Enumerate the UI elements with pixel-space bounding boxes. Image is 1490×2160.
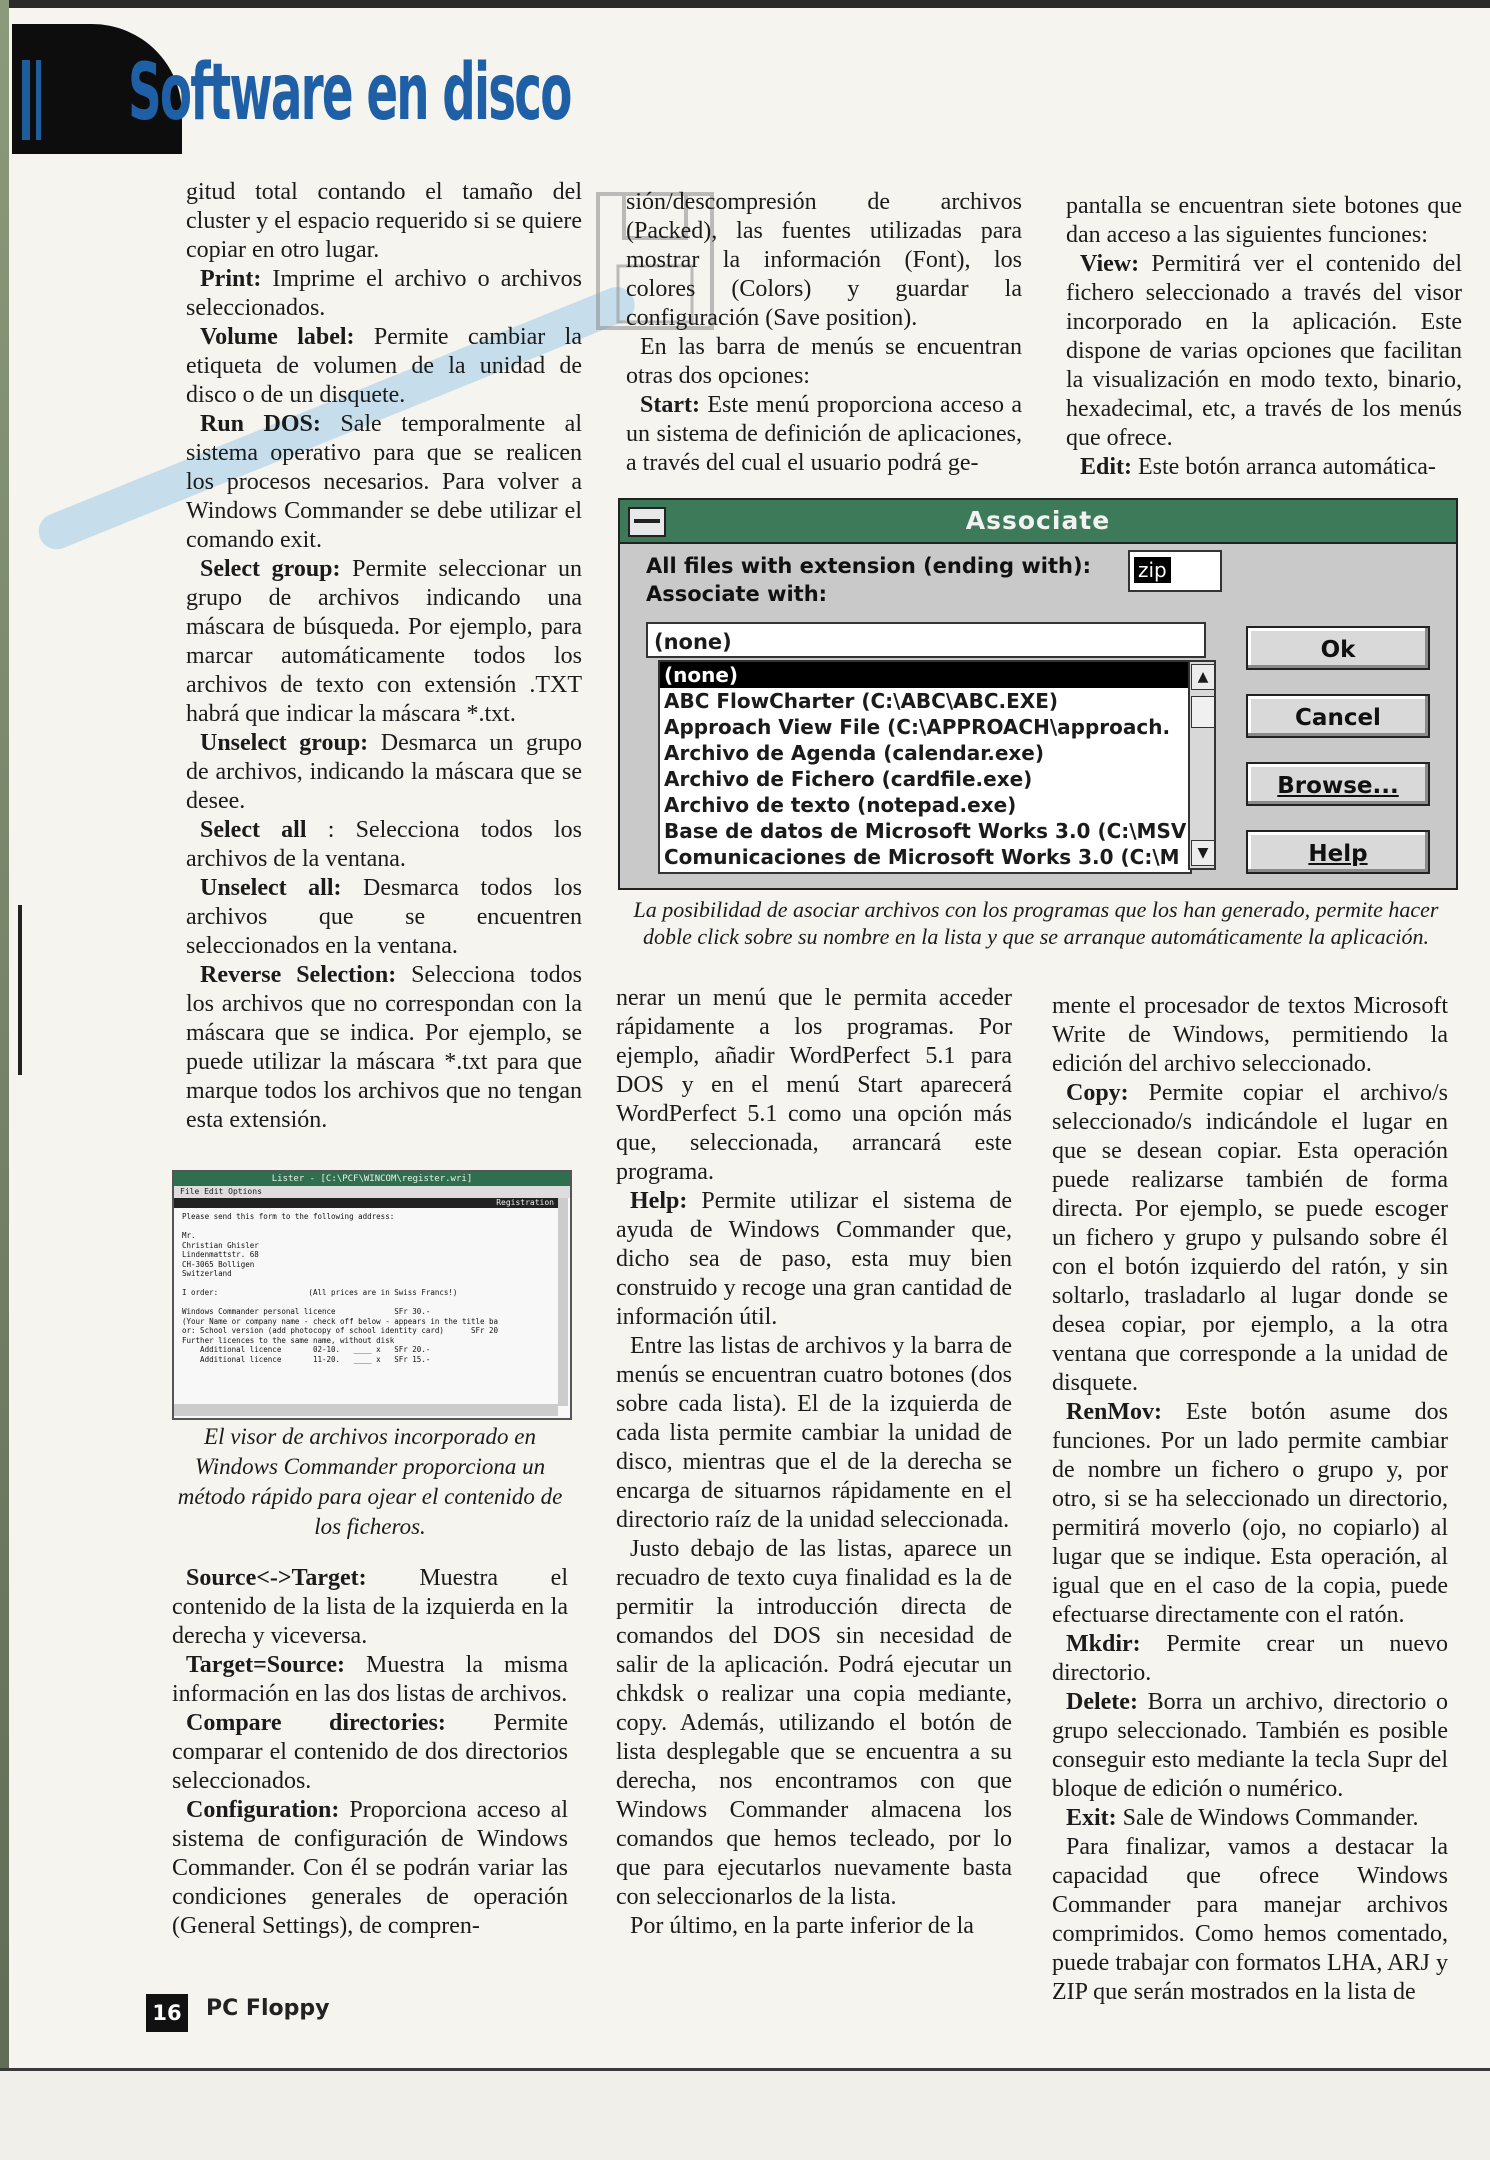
section-tab-stripe	[36, 60, 41, 140]
paragraph	[186, 265, 582, 323]
paragraph	[172, 1709, 568, 1796]
term: Mkdir:	[1066, 1631, 1141, 1657]
associate-combo[interactable]: (none)	[646, 622, 1206, 658]
program-listbox[interactable]	[658, 660, 1192, 874]
column-3-top	[1066, 192, 1462, 482]
lister-hscrollbar	[174, 1404, 558, 1416]
help-button[interactable]: Help	[1246, 830, 1430, 874]
lister-heading-bar: Registration	[174, 1198, 560, 1208]
paragraph	[1066, 453, 1462, 482]
lister-content: Please send this form to the following address: Mr. Christian Ghisler Lindenmattstr. 68 CH-3065 Bolligen Switzerland I order: (All prices are in Swiss Francs!) Windows Commander personal licence SFr 30.- (Your Name or company name - check off below - appears in the title ba or: School version (add photocopy of school identity card) SFr 20 Further licences to the same name, without disk Additional licence 02-10. ____ x SFr 20.- Additional licence 11-20. ____ x SFr 15.-	[182, 1212, 499, 1364]
term: Target=Source:	[186, 1652, 345, 1678]
dialog-title: Associate	[965, 506, 1111, 535]
list-item[interactable]: Approach View File (C:\APPROACH\approach.	[664, 715, 1171, 739]
paragraph-text: Sale de Windows Commander.	[1116, 1805, 1419, 1831]
scroll-up-icon[interactable]: ▲	[1191, 664, 1215, 690]
column-2-bottom	[616, 984, 1012, 1941]
extension-value: zip	[1134, 557, 1171, 583]
list-item[interactable]: ABC FlowCharter (C:\ABC\ABC.EXE)	[664, 689, 1059, 713]
term: Copy:	[1066, 1080, 1129, 1106]
dialog-caption: La posibilidad de asociar archivos con los programas que los han generado, permite hacer doble click sobre su nombre en la lista y que se arranque automáticamente la aplicación.	[633, 897, 1439, 949]
paragraph	[1066, 250, 1462, 453]
term: Print:	[200, 266, 262, 292]
scroll-down-icon[interactable]: ▼	[1191, 840, 1215, 866]
paragraph-text: Permite crear un nuevo directorio.	[1052, 1631, 1448, 1686]
scroll-thumb[interactable]	[1191, 696, 1215, 728]
paragraph-text: Este botón asume dos funciones. Por un lado permite cambiar de nombre un fichero o grupo y, por otro, si se ha seleccionado un directorio, permitirá moverlo (ojo, no copiarlo) al lugar que se indique. Esta operación, al igual que en el caso de la copia, puede efectuarse directamente con el ratón.	[1052, 1399, 1448, 1628]
paragraph-text: Justo debajo de las listas, aparece un recuadro de texto cuya finalidad es la de permitir la introducción directa de comandos del DOS sin necesidad de salir de la aplicación. Podrá ejecutar un chkdsk o realizar una copia mediante, copy. Además, utilizando el botón de lista desplegable que se encuentra a su derecha, nos encontramos con que Windows Commander almacena los comandos que hemos tecleado, por lo que para ejecutarlos nuevamente basta con seleccionarlos de la lista.	[616, 1536, 1012, 1910]
lister-title: Lister - [C:\PCF\WINCOM\register.wri]	[174, 1172, 570, 1186]
extension-label: All files with extension (ending with):	[646, 554, 1091, 578]
cancel-button[interactable]: Cancel	[1246, 694, 1430, 738]
paragraph	[186, 178, 582, 265]
lister-caption: El visor de archivos incorporado en Windows Commander proporciona un método rápido para ojear el contenido de los ficheros.	[177, 1424, 563, 1539]
term: Start:	[640, 392, 700, 418]
margin-mark	[18, 905, 22, 1075]
column-3-bottom	[1052, 992, 1448, 2007]
section-tab-stripe	[22, 60, 30, 140]
paragraph	[1052, 1398, 1448, 1630]
paragraph	[1066, 192, 1462, 250]
lister-screenshot	[172, 1170, 572, 1420]
paragraph	[1052, 1630, 1448, 1688]
paragraph	[172, 1651, 568, 1709]
system-menu-button[interactable]	[628, 507, 666, 537]
paragraph	[626, 188, 1022, 333]
term: Select group:	[200, 556, 341, 582]
paragraph-text: Este menú proporciona acceso a un sistema de definición de aplicaciones, a través del cual el usuario podrá ge-	[626, 392, 1022, 476]
paragraph-text: Muestra la misma información en las dos listas de archivos.	[172, 1652, 568, 1707]
magazine-name: PC Floppy	[206, 1996, 330, 2021]
list-item[interactable]: (none)	[660, 662, 1190, 688]
list-scrollbar[interactable]	[1188, 660, 1216, 870]
term: Select all	[200, 817, 307, 843]
paragraph	[186, 410, 582, 555]
paragraph	[1052, 1804, 1448, 1833]
associate-with-label: Associate with:	[646, 582, 828, 606]
paragraph	[616, 1187, 1012, 1332]
paragraph-text: Muestra el contenido de la lista de la izquierda en la derecha y viceversa.	[172, 1565, 568, 1649]
term: Delete:	[1066, 1689, 1138, 1715]
lister-menu: File Edit Options	[174, 1186, 570, 1198]
paragraph-text: Sale temporalmente al sistema operativo para que se realicen los procesos necesarios. Para volver a Windows Commander se debe utilizar el comando exit.	[186, 411, 582, 553]
column-2-top	[626, 188, 1022, 478]
paragraph	[626, 333, 1022, 391]
list-item[interactable]: Base de datos de Microsoft Works 3.0 (C:\MSV	[664, 819, 1187, 843]
associate-dialog	[618, 498, 1458, 890]
paragraph	[172, 1796, 568, 1941]
scan-bottom-edge	[0, 2068, 1490, 2160]
paragraph	[616, 1332, 1012, 1535]
paragraph-text: Permite comparar el contenido de dos directorios seleccionados.	[172, 1710, 568, 1794]
paragraph	[186, 729, 582, 816]
paragraph-text: sión/descompresión de archivos (Packed), las fuentes utilizadas para mostrar la información (Font), los colores (Colors) y guardar la configuración (Save position).	[626, 189, 1022, 331]
page-number: 16	[146, 1994, 188, 2032]
list-item[interactable]: Comunicaciones de Microsoft Works 3.0 (C:\M	[664, 845, 1180, 869]
paragraph	[172, 1564, 568, 1651]
paragraph-text: nerar un menú que le permita acceder rápidamente a los programas. Por ejemplo, añadir WordPerfect 5.1 para DOS y en el menú Start aparecerá WordPerfect 5.1 como una opción más que, seleccionada, arrancará este programa.	[616, 985, 1012, 1185]
paragraph	[616, 984, 1012, 1187]
paragraph	[616, 1535, 1012, 1912]
column-1-bottom	[172, 1564, 568, 1941]
term: Reverse Selection:	[200, 962, 397, 988]
extension-input[interactable]	[1128, 550, 1222, 592]
paragraph-text: mente el procesador de textos Microsoft Write de Windows, permitiendo la edición del archivo seleccionado.	[1052, 993, 1448, 1077]
term: Help:	[630, 1188, 688, 1214]
paragraph-text: En las barra de menús se encuentran otras dos opciones:	[626, 334, 1022, 389]
lister-scrollbar	[558, 1198, 568, 1406]
paragraph-text: Proporciona acceso al sistema de configuración de Windows Commander. Con él se podrán variar las condiciones generales de operación (General Settings), de compren-	[172, 1797, 568, 1939]
term: Compare directories:	[186, 1710, 446, 1736]
paragraph-text: Este botón arranca automática-	[1132, 454, 1436, 480]
dialog-titlebar	[620, 500, 1456, 544]
paragraph	[186, 555, 582, 729]
paragraph-text: gitud total contando el tamaño del cluster y el espacio requerido si se quiere copiar en otro lugar.	[186, 179, 582, 263]
term: Configuration:	[186, 1797, 340, 1823]
paragraph-text: : Selecciona todos los archivos de la ventana.	[186, 817, 582, 872]
paragraph	[186, 874, 582, 961]
term: Unselect all:	[200, 875, 342, 901]
paragraph-text: Permite utilizar el sistema de ayuda de Windows Commander que, dicho sea de paso, esta muy bien construido y recoge una gran cantidad de información útil.	[616, 1188, 1012, 1330]
ok-button[interactable]: Ok	[1246, 626, 1430, 670]
term: Edit:	[1080, 454, 1133, 480]
paragraph	[626, 391, 1022, 478]
term: Volume label:	[200, 324, 355, 350]
paragraph-text: Desmarca todos los archivos que se encuentren seleccionados en la ventana.	[186, 875, 582, 959]
term: Source<->Target:	[186, 1565, 367, 1591]
paragraph	[186, 323, 582, 410]
list-item[interactable]: Archivo de Fichero (cardfile.exe)	[664, 767, 1033, 791]
list-item[interactable]: Archivo de Agenda (calendar.exe)	[664, 741, 1044, 765]
paragraph-text: Entre las listas de archivos y la barra de menús se encuentran cuatro botones (dos sobre cada lista). El de la izquierda de cada lista permite cambiar la unidad de disco, mientras que el de la derecha se encarga de situarnos rápidamente en el directorio raíz de la unidad seleccionada.	[616, 1333, 1012, 1533]
term: RenMov:	[1066, 1399, 1162, 1425]
paragraph-text: Para finalizar, vamos a destacar la capacidad que ofrece Windows Commander para manejar archivos comprimidos. Como hemos comentado, puede trabajar con formatos LHA, ARJ y ZIP que serán mostrados en la lista de	[1052, 1834, 1448, 2005]
term: View:	[1080, 251, 1140, 277]
paragraph-text: Permite seleccionar un grupo de archivos indicando una máscara de búsqueda. Por ejemplo, para marcar automáticamente todos los archivos de texto con extensión .TXT habrá que indicar la máscara *.txt.	[186, 556, 583, 727]
paragraph	[1052, 1833, 1448, 2007]
paragraph-text: Borra un archivo, directorio o grupo seleccionado. También es posible conseguir esto mediante la tecla Supr del bloque de edición o numérico.	[1052, 1689, 1448, 1802]
scan-left-edge	[0, 0, 9, 2160]
paragraph	[616, 1912, 1012, 1941]
column-1-top	[186, 178, 582, 1135]
section-title: Software en disco	[128, 48, 571, 138]
paragraph	[1052, 1688, 1448, 1804]
browse-button[interactable]: Browse...	[1246, 762, 1430, 806]
list-item[interactable]: Archivo de texto (notepad.exe)	[664, 793, 1017, 817]
paragraph	[1052, 1079, 1448, 1398]
paragraph	[186, 816, 582, 874]
term: Run DOS:	[200, 411, 321, 437]
paragraph-text: Selecciona todos los archivos que no correspondan con la máscara que se indica. Por ejemplo, se puede utilizar la máscara *.txt para que marque todos los archivos que no tengan esta extensión.	[186, 962, 582, 1133]
paragraph-text: Permite cambiar la etiqueta de volumen de la unidad de disco o de un disquete.	[186, 324, 582, 408]
term: Unselect group:	[200, 730, 369, 756]
paragraph-text: Desmarca un grupo de archivos, indicando la máscara que se desee.	[186, 730, 582, 814]
term: Exit:	[1066, 1805, 1117, 1831]
paragraph-text: Permitirá ver el contenido del fichero seleccionado a través del visor incorporado en la aplicación. Este dispone de varias opciones que facilitan la visualización en modo texto, binario, hexadecimal, etc, a través de los menús que ofrece.	[1066, 251, 1462, 451]
scan-top-edge	[0, 0, 1490, 8]
paragraph	[1052, 992, 1448, 1079]
paragraph-text: Por último, en la parte inferior de la	[630, 1913, 974, 1939]
paragraph-text: Imprime el archivo o archivos seleccionados.	[186, 266, 582, 321]
paragraph-text: pantalla se encuentran siete botones que dan acceso a las siguientes funciones:	[1066, 193, 1462, 248]
paragraph	[186, 961, 582, 1135]
paragraph-text: Permite copiar el archivo/s seleccionado/s indicándole el lugar en que se desean copiar. Esta operación puede realizarse también de forma directa. Por ejemplo, se puede escoger un fichero y grupo y pulsando sobre él con el botón izquierdo del ratón, y sin soltarlo, trasladarlo al lugar donde se desea copiar, por ejemplo, a la otra ventana que corresponde a la unidad de disquete.	[1052, 1080, 1448, 1396]
